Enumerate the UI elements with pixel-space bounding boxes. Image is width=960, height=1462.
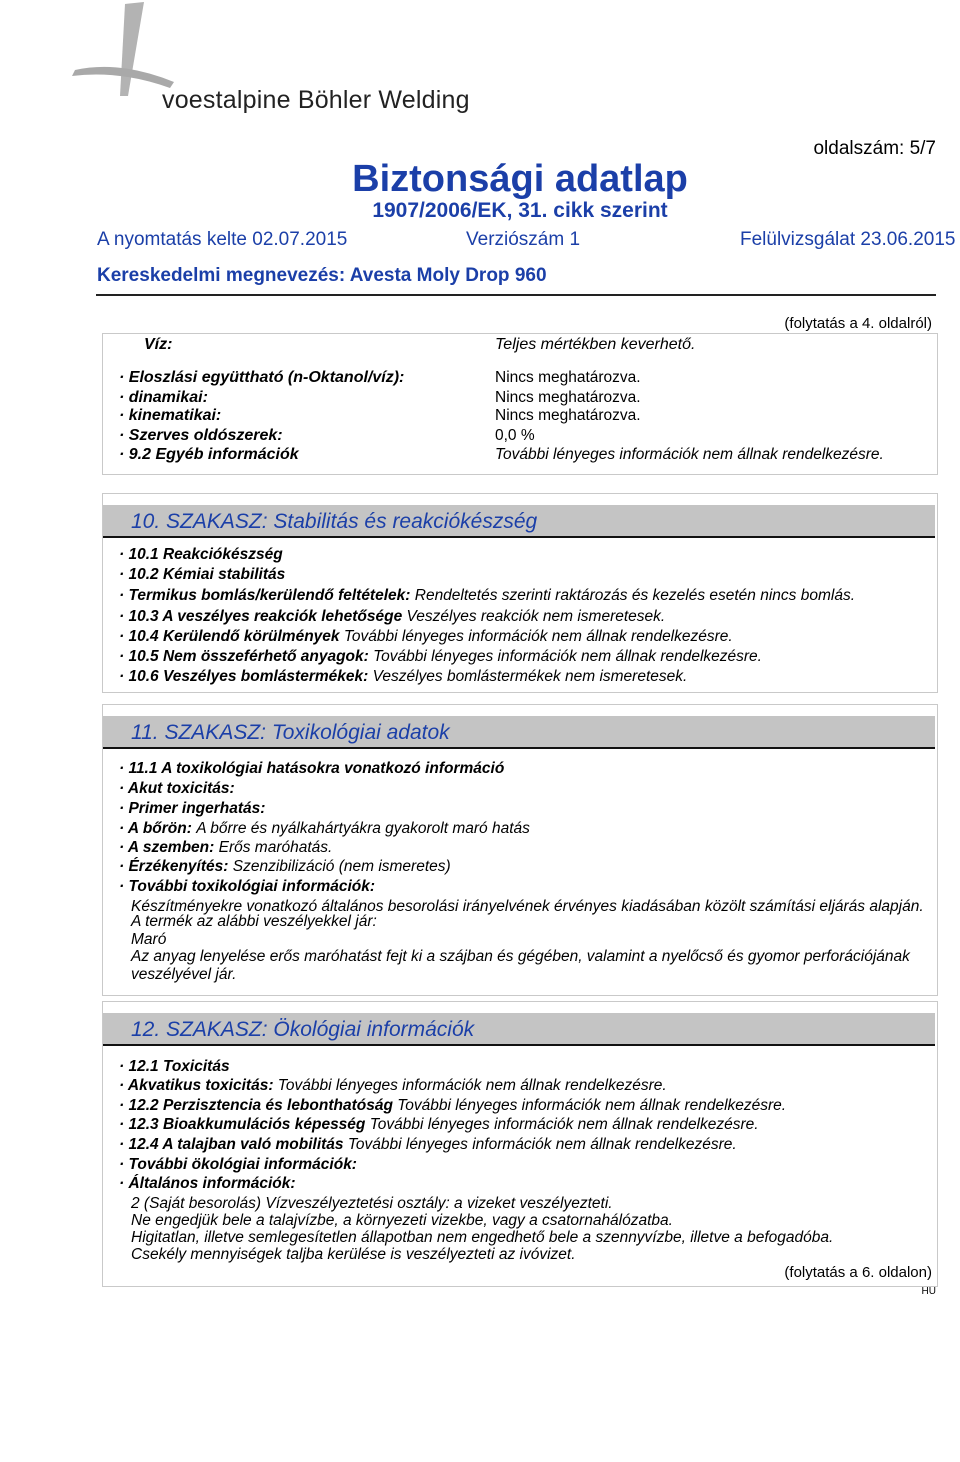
section-12-label: · 12.2 Perzisztencia és lebonthatóság	[119, 1097, 393, 1114]
section-11-paragraph: Maró	[131, 931, 167, 948]
section-10-value: További lényeges információk nem állnak rendelkezésre.	[373, 648, 762, 665]
section-11-label: · A bőrön:	[119, 820, 192, 837]
continued-from: (folytatás a 4. oldalról)	[784, 315, 932, 332]
section-11-label: · A szemben:	[119, 839, 215, 856]
section-10-label: · Termikus bomlás/kerülendő feltételek:	[119, 587, 411, 604]
section-10-label: · 10.6 Veszélyes bomlástermékek:	[119, 668, 369, 685]
property-value: Nincs meghatározva.	[495, 389, 641, 406]
property-value: További lényeges információk nem állnak rendelkezésre.	[495, 446, 884, 463]
section-10-line: · 10.1 Reakciókészség	[119, 546, 283, 563]
section-11-paragraph: veszélyével jár.	[131, 966, 237, 983]
section-12-line: · További ökológiai információk:	[119, 1156, 357, 1173]
section-11-line: · További toxikológiai információk:	[119, 878, 376, 895]
language-code: HU	[921, 1286, 936, 1297]
section-10-label: · 10.4 Kerülendő körülmények	[119, 628, 340, 645]
section-12-paragraph: Csekély mennyiségek taljba kerülése is veszélyezteti az ivóvizet.	[131, 1246, 576, 1263]
section-10-label: · 10.3 A veszélyes reakciók lehetősége	[119, 608, 403, 625]
brand-name: voestalpine Böhler Welding	[162, 86, 470, 114]
section-11-paragraph: A termék az alábbi veszélyekkel jár:	[131, 913, 377, 930]
section-10-label: · 10.5 Nem összeférhető anyagok:	[119, 648, 369, 665]
section-11-value: Szenzibilizáció (nem ismeretes)	[232, 858, 451, 875]
water-value: Teljes mértékben keverhető.	[495, 336, 696, 353]
section-12-label: · 12.4 A talajban való mobilitás	[119, 1136, 344, 1153]
section-10-value: Rendeltetés szerinti raktározás és kezelés esetén nincs bomlás.	[414, 587, 855, 604]
property-value: 0,0 %	[495, 427, 535, 444]
section-11-line: · 11.1 A toxikológiai hatásokra vonatkozó információ	[119, 760, 505, 777]
water-label: Víz:	[144, 336, 173, 353]
section-12-value: További lényeges információk nem állnak rendelkezésre.	[397, 1097, 787, 1114]
section-12-paragraph: Higitatlan, illetve semlegesítetlen állapotban nem engedhető bele a szennyvízbe, illetve a befogadóba.	[131, 1229, 834, 1246]
print-date: A nyomtatás kelte 02.07.2015	[97, 229, 348, 250]
section-12-label: · 12.3 Bioakkumulációs képesség	[119, 1116, 366, 1133]
section-12-value: További lényeges információk nem állnak rendelkezésre.	[347, 1136, 737, 1153]
section-12-paragraph: 2 (Saját besorolás) Vízveszélyeztetési osztály: a vizeket veszélyezteti.	[131, 1195, 613, 1212]
section-11-value: Erős maróhatás.	[218, 839, 333, 856]
section-10-value: Veszélyes bomlástermékek nem ismeretesek.	[372, 668, 688, 685]
continued-to: (folytatás a 6. oldalon)	[784, 1264, 932, 1281]
section-11-paragraph: Készítményekre vonatkozó általános besorolási irányelvének érvényes kiadásában közölt számítási eljárás alapján.	[131, 898, 924, 915]
section-10-line: · 10.2 Kémiai stabilitás	[119, 566, 286, 583]
section-12-line: · Általános információk:	[119, 1175, 296, 1192]
property-label: · kinematikai:	[119, 407, 222, 424]
section-11-heading: 11. SZAKASZ: Toxikológiai adatok	[103, 716, 935, 749]
section-11-value: A bőrre és nyálkahártyákra gyakorolt maró hatás	[196, 820, 530, 837]
property-label: · Eloszlási együttható (n-Oktanol/víz):	[119, 369, 405, 386]
section-11-paragraph: Az anyag lenyelése erős maróhatást fejt ki a szájban és gégében, valamint a nyelőcső és gyomor perforációjának	[131, 948, 910, 965]
swoosh-logo-icon	[70, 0, 180, 100]
section-11-line: · Primer ingerhatás:	[119, 800, 266, 817]
section-12-value: További lényeges információk nem állnak rendelkezésre.	[277, 1077, 667, 1094]
section-12-value: További lényeges információk nem állnak rendelkezésre.	[369, 1116, 759, 1133]
version: Verziószám 1	[466, 229, 581, 250]
property-label: · 9.2 Egyéb információk	[119, 446, 299, 463]
revision-date: Felülvizsgálat 23.06.2015	[740, 229, 956, 250]
property-label: · Szerves oldószerek:	[119, 427, 283, 444]
property-label: · dinamikai:	[119, 389, 208, 406]
document-subtitle: 1907/2006/EK, 31. cikk szerint	[372, 199, 668, 222]
trade-name: Kereskedelmi megnevezés: Avesta Moly Drop 960	[97, 265, 547, 286]
section-10-heading: 10. SZAKASZ: Stabilitás és reakciókészség	[103, 505, 935, 538]
section-12-heading: 12. SZAKASZ: Ökológiai információk	[103, 1013, 935, 1046]
property-value: Nincs meghatározva.	[495, 369, 641, 386]
document-title: Biztonsági adatlap	[352, 158, 688, 200]
section-10-value: További lényeges információk nem állnak rendelkezésre.	[343, 628, 733, 645]
section-12-line: · 12.1 Toxicitás	[119, 1058, 230, 1075]
section-11-label: · Érzékenyítés:	[119, 858, 229, 875]
page-number: oldalszám: 5/7	[813, 138, 936, 159]
section-10-value: Veszélyes reakciók nem ismeretesek.	[406, 608, 666, 625]
section-12-label: · Akvatikus toxicitás:	[119, 1077, 274, 1094]
section-11-line: · Akut toxicitás:	[119, 780, 235, 797]
header-divider	[96, 294, 936, 296]
section-12-paragraph: Ne engedjük bele a talajvízbe, a környezeti vizekbe, vagy a csatornahálózatba.	[131, 1212, 673, 1229]
property-value: Nincs meghatározva.	[495, 407, 641, 424]
